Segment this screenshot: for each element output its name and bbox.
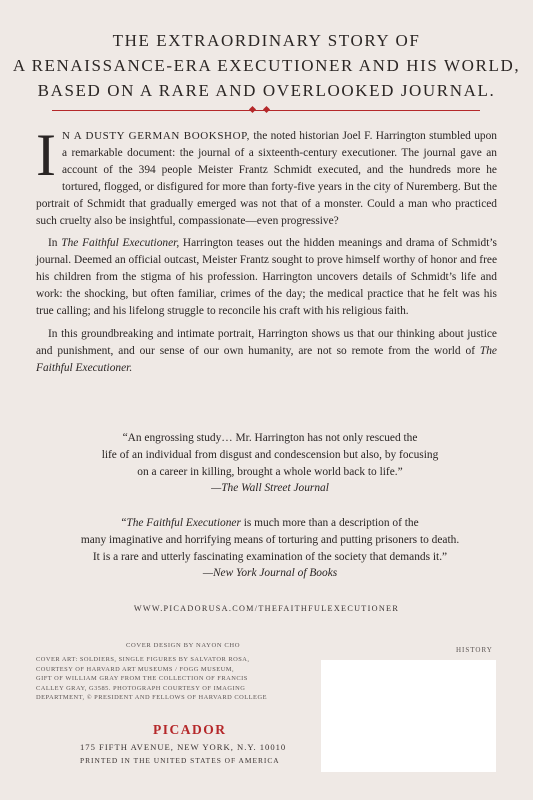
quote-source: —The Wall Street Journal — [211, 482, 329, 495]
drop-cap: I — [36, 122, 56, 188]
credit-line: CALLEY GRAY, G3585. PHOTOGRAPH COURTESY OF IMAGING — [36, 684, 246, 692]
credit-line: GIFT OF WILLIAM GRAY FROM THE COLLECTION OF FRANCIS — [36, 675, 248, 683]
blurb-body — [36, 122, 497, 383]
paragraph-1-text: the noted historian Joel F. Harrington stumbled upon a remarkable document: the journal of a sixteenth-century executioner. The journal gave an account of the 394 people Meister Frantz Schmidt executed, and the hundreds more he tortured, flogged, or disfigured for more than forty-five years in the city of Nuremberg. But the portrait of Schmidt that gradually emerged was not that of a monster. Could a man who practiced such cruelty also be insightful, compassionate—even progressive? — [36, 130, 497, 227]
quote-line-text: is much more than a description of the — [240, 517, 419, 529]
headline — [0, 28, 533, 103]
quote-line: “An engrossing study… Mr. Harrington has not only rescued the — [122, 432, 418, 444]
quote-source: —New York Journal of Books — [202, 567, 338, 580]
category-label: HISTORY — [456, 646, 493, 654]
quote-line: on a career in killing, brought a whole world back to life.” — [137, 465, 403, 478]
review-quote-1 — [60, 430, 480, 497]
lead-in-caps: N A DUSTY GERMAN BOOKSHOP, — [61, 130, 250, 142]
quote-line: many imaginative and horrifying means of torturing and putting prisoners to death. — [80, 533, 460, 546]
credit-line: COVER ART: SOLDIERS, SINGLE FIGURES BY SALVATOR ROSA, — [36, 656, 250, 663]
blurb-paragraph-1 — [36, 122, 497, 229]
book-title: The Faithful Executioner. — [36, 344, 497, 374]
quote-line: It is a rare and utterly fascinating examination of the society that demands it.” — [92, 550, 448, 563]
cover-art-credit — [36, 655, 306, 703]
paragraph-2-text: Harrington teases out the hidden meanings and drama of Schmidt’s journal. Deemed an official outcast, Meister Frantz sought to prove himself worthy of honor and free his children from the stigma of his profession. Harrington uncovers details of Schmidt’s life and work: the shocking, but often familiar, crimes of the day; the medical practice that he felt was his true calling; and his lifelong struggle to reconcile his craft with his religious faith. — [36, 237, 497, 318]
divider-diamond-left — [249, 106, 256, 113]
cover-designer-credit: COVER DESIGN BY NAYON CHO — [126, 642, 241, 649]
publisher-logo: PICADOR — [153, 722, 227, 737]
printed-in-notice: PRINTED IN THE UNITED STATES OF AMERICA — [80, 756, 280, 765]
credit-line: COURTESY OF HARVARD ART MUSEUMS / FOGG MUSEUM, — [36, 665, 235, 673]
book-title: The Faithful Executioner — [126, 517, 241, 529]
paragraph-2-pre: In — [48, 237, 62, 250]
quote-line — [60, 515, 480, 532]
barcode-area — [321, 660, 496, 772]
paragraph-3-text: In this groundbreaking and intimate portrait, Harrington shows us that our thinking about justice and punishment, and our sense of our own humanity, are not so remote from the world of — [36, 327, 497, 357]
quote-line: life of an individual from disgust and condescension but also, by focusing — [101, 448, 439, 461]
divider-diamond-right — [263, 106, 270, 113]
open-quote: “ — [121, 517, 127, 529]
publisher-address: 175 FIFTH AVENUE, NEW YORK, N.Y. 10010 — [80, 742, 287, 752]
book-title: The Faithful Executioner, — [61, 237, 180, 250]
blurb-paragraph-2 — [36, 235, 497, 320]
blurb-paragraph-3 — [36, 326, 497, 377]
website-url[interactable]: WWW.PICADORUSA.COM/THEFAITHFULEXECUTIONER — [133, 604, 400, 613]
headline-line-1: THE EXTRAORDINARY STORY OF — [112, 31, 421, 50]
review-quote-2 — [60, 515, 480, 582]
ornamental-divider — [52, 108, 480, 114]
headline-line-3: BASED ON A RARE AND OVERLOOKED JOURNAL. — [37, 81, 496, 100]
headline-line-2: A RENAISSANCE-ERA EXECUTIONER AND HIS WORLD, — [12, 56, 521, 75]
credit-line: DEPARTMENT, © PRESIDENT AND FELLOWS OF HARVARD COLLEGE — [36, 694, 267, 702]
